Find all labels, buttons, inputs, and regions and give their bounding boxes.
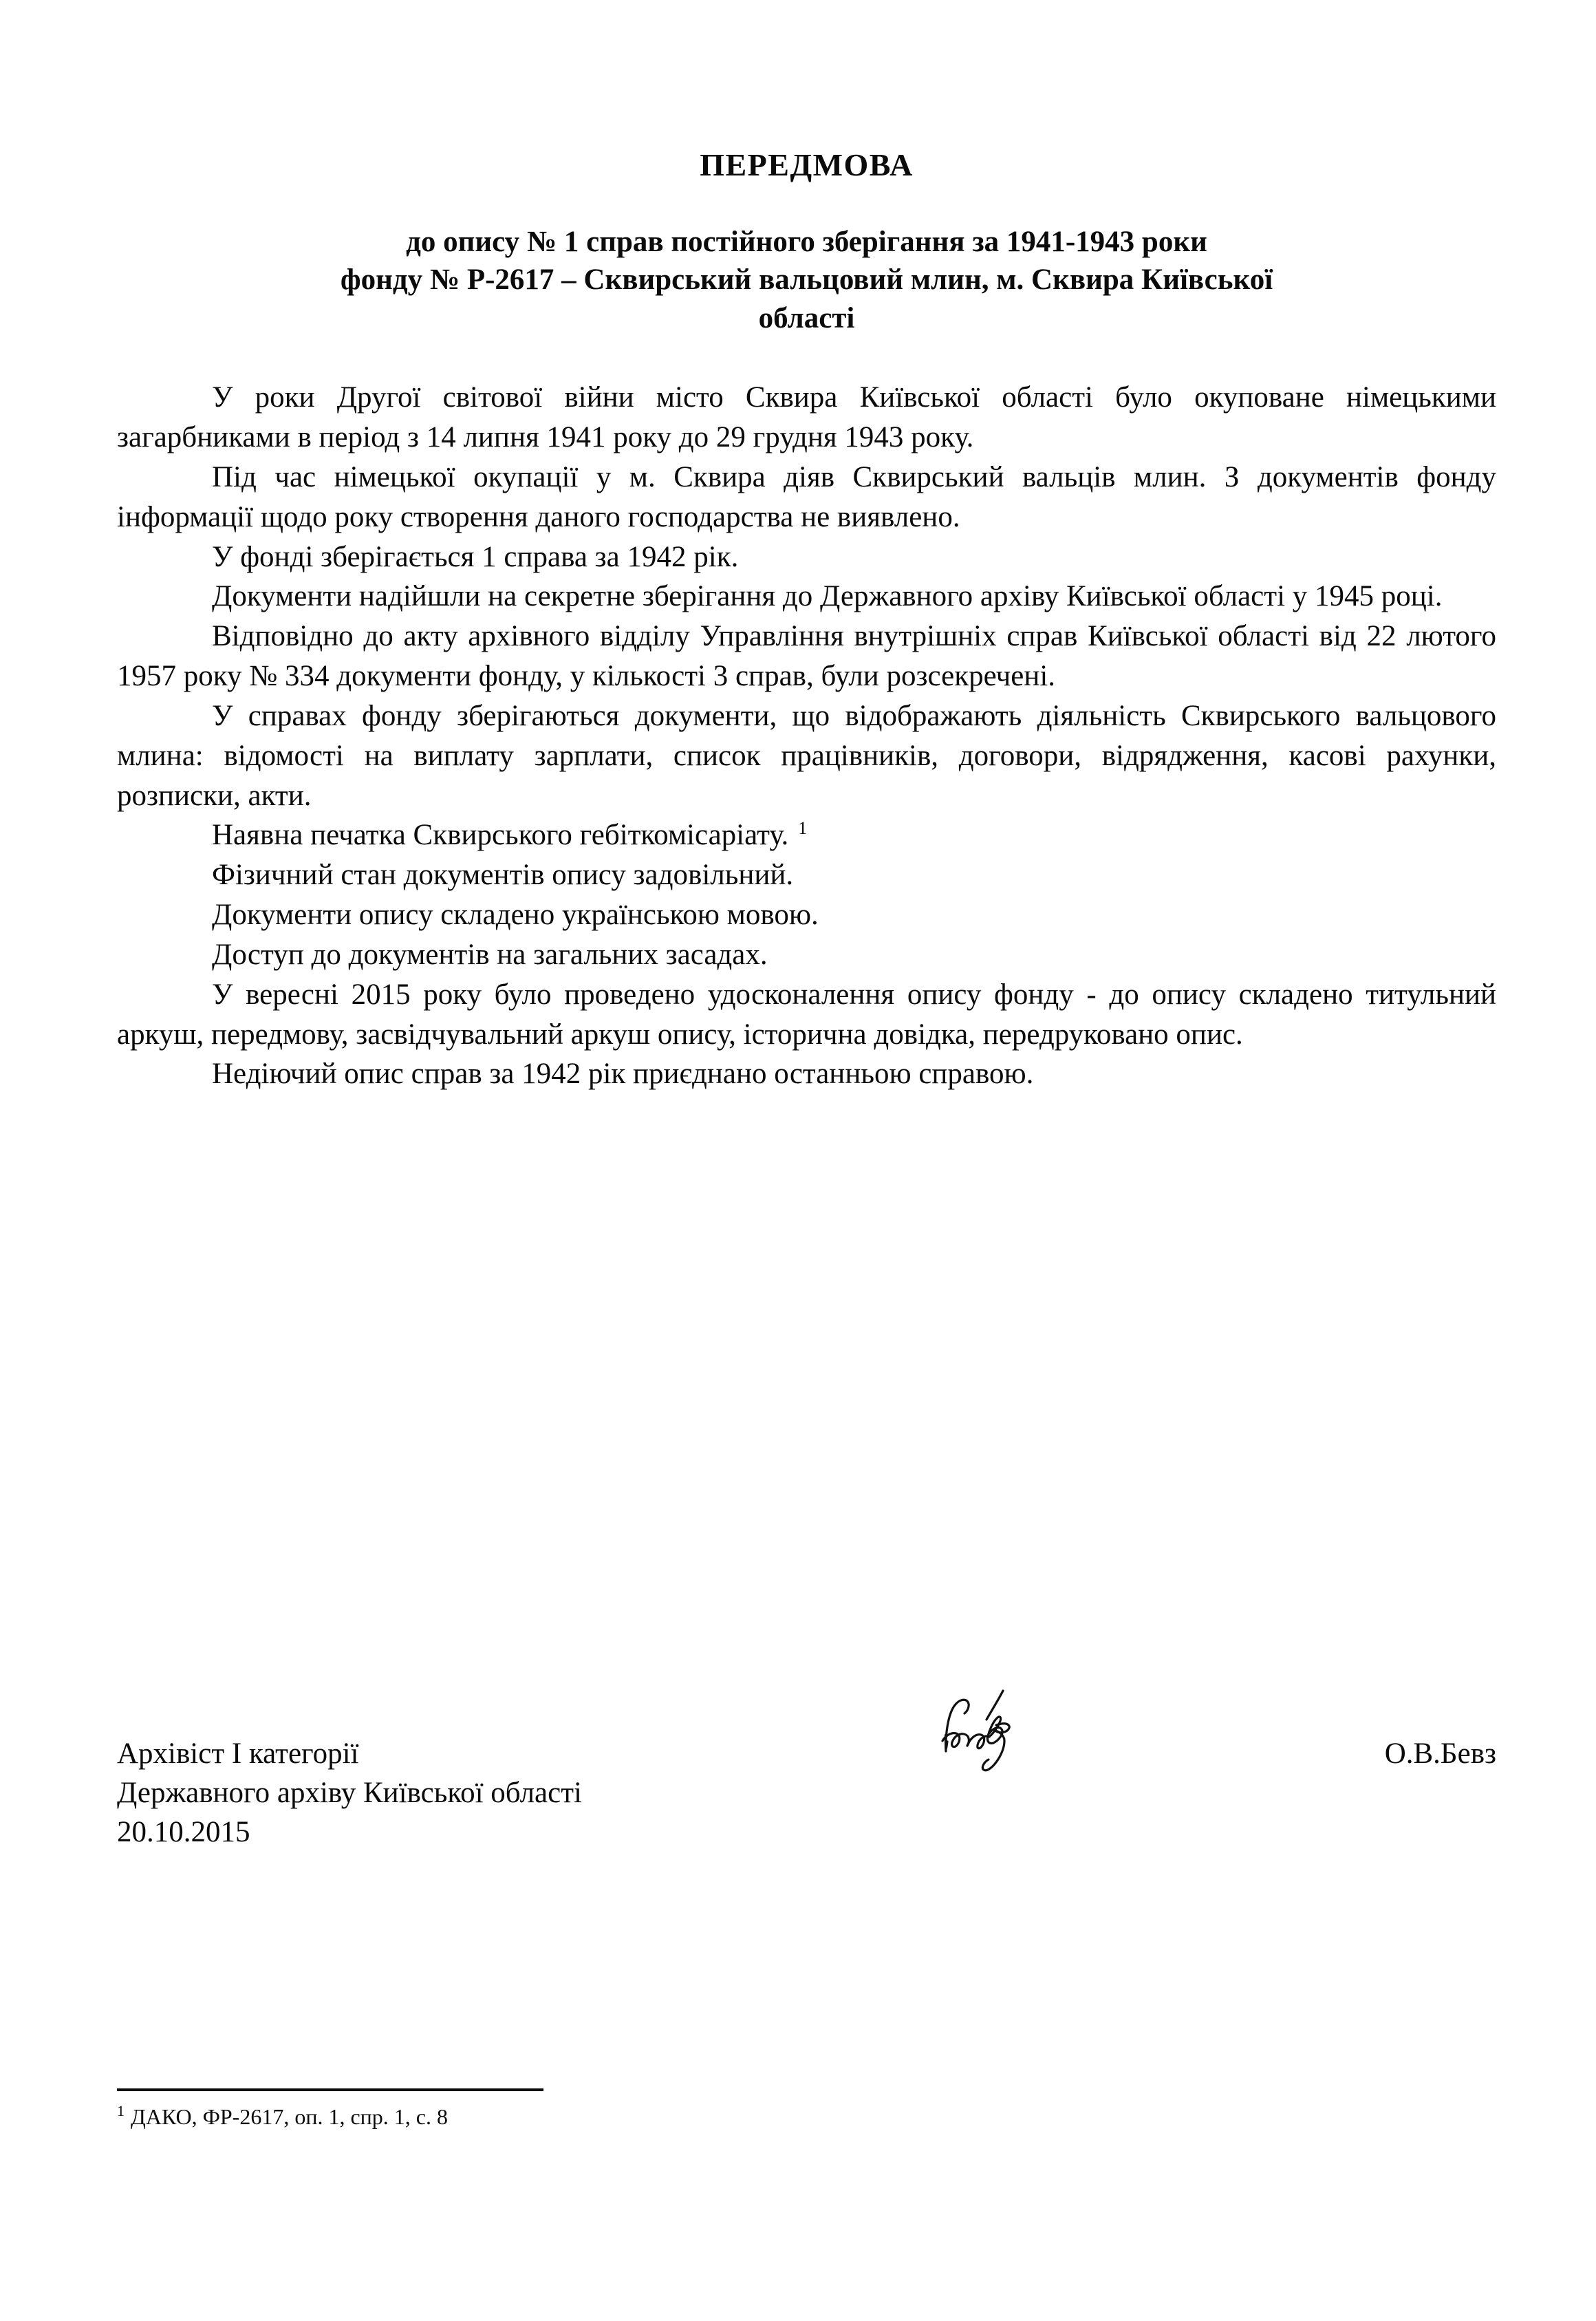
subtitle-line-2: фонду № Р-2617 – Сквирський вальцовий млин, м. Сквира Київської <box>340 264 1273 297</box>
paragraph-10: Доступ до документів на загальних засадах. <box>212 938 768 971</box>
paragraph-7 <box>117 815 1496 855</box>
paragraph-11: У вересні 2015 року було проведено удосконалення опису фонду - до опису складено титульний аркуш, передмову, засвідчувальний аркуш опису, історична довідка, передруковано опис. <box>117 978 1496 1051</box>
footnote-marker: 1 <box>117 2102 125 2120</box>
signature-row-2 <box>117 1773 1496 1812</box>
subtitle-line-1: до опису № 1 справ постійного зберігання за 1941-1943 роки <box>406 225 1207 258</box>
signature-row-3 <box>117 1812 1496 1852</box>
footnote-reference-marker: 1 <box>798 818 808 839</box>
footnote-area <box>117 2088 1496 2130</box>
signer-name: О.В.Бевз <box>1384 1737 1496 1770</box>
paragraph-12: Недіючий опис справ за 1942 рік приєднано останньою справою. <box>212 1058 1034 1091</box>
paragraph-4: Документи надійшли на секретне зберігання до Державного архіву Київської області у 1945 році. <box>212 580 1443 613</box>
paragraph-2: Під час німецької окупації у м. Сквира діяв Сквирський вальців млин. З документів фонду інформації щодо року створення даного господарства не виявлено. <box>117 460 1496 533</box>
signature-block <box>117 1734 1496 1852</box>
document-content <box>117 0 1496 1094</box>
paragraph-8: Фізичний стан документів опису задовільний. <box>212 859 794 892</box>
signature-date: 20.10.2015 <box>117 1816 250 1849</box>
signer-position-line-2: Державного архіву Київської області <box>117 1777 582 1810</box>
paragraph-7-text: Наявна печатка Сквирського гебіткомісаріату. <box>212 819 789 852</box>
paragraph-6: У справах фонду зберігаються документи, що відображають діяльність Сквирського вальцового млина: відомості на виплату зарплати, список працівників, договори, відрядження, касові рахунки, розписки, акти. <box>117 699 1496 812</box>
body-text <box>117 378 1496 1094</box>
subtitle-line-3: області <box>758 302 855 335</box>
paragraph-9: Документи опису складено українською мовою. <box>212 899 819 932</box>
footnote-entry <box>117 2104 1496 2130</box>
paragraph-5: Відповідно до акту архівного відділу Управління внутрішніх справ Київської області від 22 лютого 1957 року № 334 документи фонду, у кількості 3 справ, були розсекречені. <box>117 620 1496 693</box>
footnote-separator-rule <box>117 2088 543 2091</box>
paragraph-3: У фонді зберігається 1 справа за 1942 рік. <box>212 540 739 573</box>
signature-row-1 <box>117 1734 1496 1773</box>
page-title: ПЕРЕДМОВА <box>700 147 914 182</box>
document-subtitle <box>117 223 1496 339</box>
signer-position-line-1: Архівіст І категорії <box>117 1737 359 1770</box>
paragraph-1: У роки Другої світової війни місто Сквира Київської області було окуповане німецькими загарбниками в період з 14 липня 1941 року до 29 грудня 1943 року. <box>117 381 1496 454</box>
footnote-text: ДАКО, ФР-2617, оп. 1, спр. 1, с. 8 <box>131 2104 448 2129</box>
